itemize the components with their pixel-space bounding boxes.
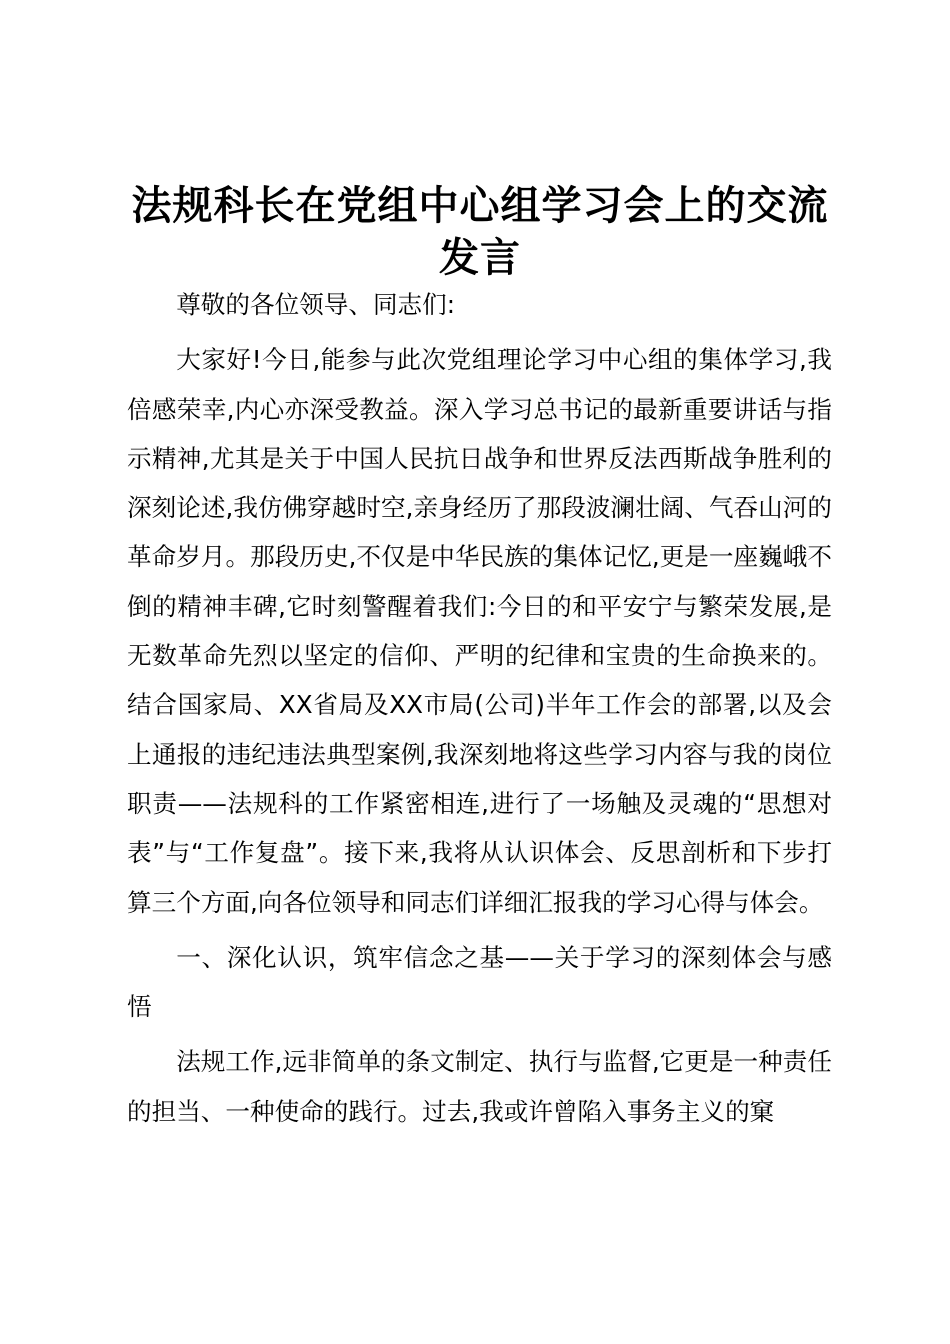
section-heading-1: 一、深化认识，筑牢信念之基——关于学习的深刻体会与感悟 bbox=[127, 942, 832, 1022]
paragraph-section-1: 法规工作,远非简单的条文制定、执行与监督,它更是一种责任的担当、一种使命的践行。过去,我或许曾陷入事务主义的窠 bbox=[127, 1047, 832, 1126]
salutation: 尊敬的各位领导、同志们: bbox=[176, 290, 456, 319]
paragraph-intro: 大家好!今日,能参与此次党组理论学习中心组的集体学习,我倍感荣幸,内心亦深受教益。深入学习总书记的最新重要讲话与指示精神,尤其是关于中国人民抗日战争和世界反法西斯战争胜利的深刻论述,我仿佛穿越时空,亲身经历了那段波澜壮阔、气吞山河的革命岁月。那段历史,不仅是中华民族的集体记忆,更是一座巍峨不倒的精神丰碑,它时刻警醒着我们:今日的和平安宁与繁荣发展,是无数革命先烈以坚定的信仰、严明的纪律和宝贵的生命换来的。结合国家局、XX省局及XX市局(公司)半年工作会的部署,以及会上通报的违纪违法典型案例,我深刻地将这些学习内容与我的岗位职责——法规科的工作紧密相连,进行了一场触及灵魂的“思想对表”与“工作复盘”。接下来,我将从认识体会、反思剖析和下步打算三个方面,向各位领导和同志们详细汇报我的学习心得与体会。 bbox=[127, 345, 832, 917]
document-title: 法规科长在党组中心组学习会上的交流发言 bbox=[131, 182, 829, 281]
document-body bbox=[127, 280, 832, 1142]
